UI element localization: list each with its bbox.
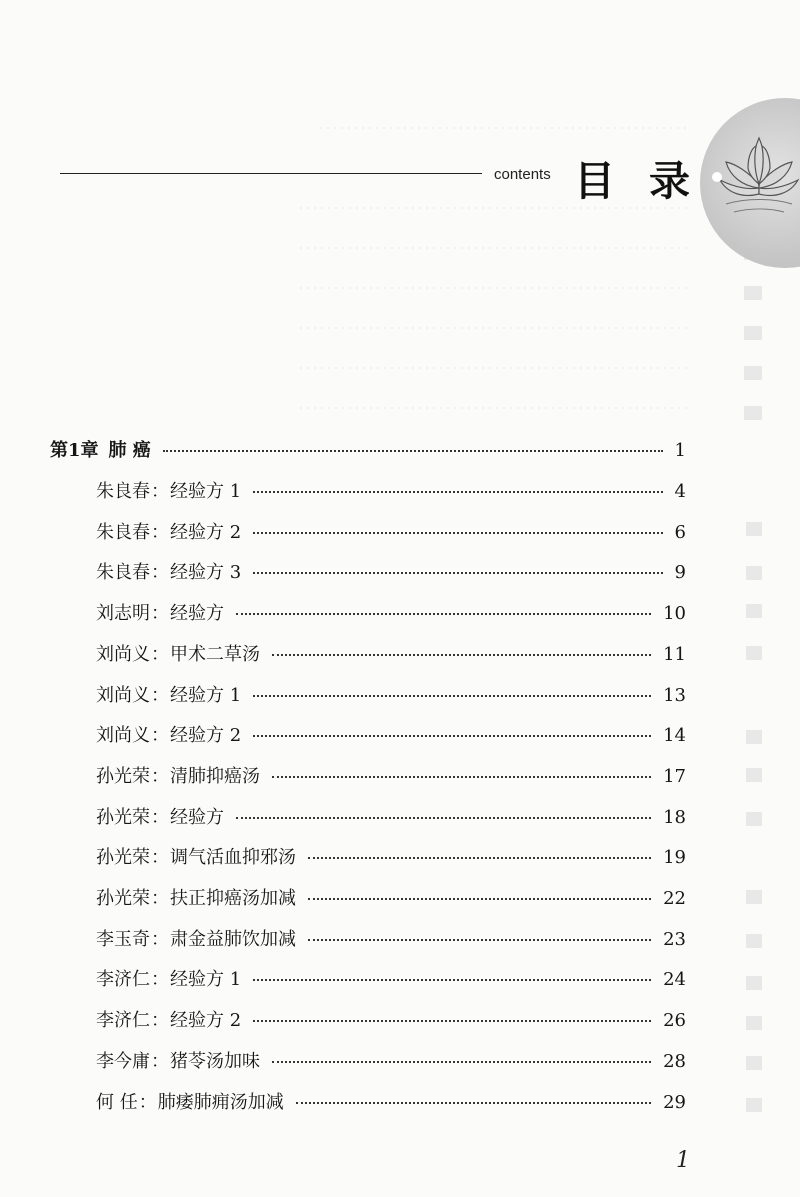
dot-leader	[236, 613, 651, 615]
header-rule	[60, 173, 482, 174]
dot-leader	[308, 898, 651, 900]
entry-label	[96, 520, 241, 546]
toc-heading: 目录	[574, 157, 724, 205]
entry-separator: ：	[151, 644, 169, 665]
toc-entry-row[interactable]	[0, 601, 800, 631]
entry-label	[96, 1049, 260, 1075]
chapter-number: 第1章	[50, 440, 99, 461]
entry-title: 经验方 1	[170, 685, 242, 706]
entry-author: 刘尚义	[96, 644, 150, 665]
dot-leader	[308, 939, 651, 941]
entry-label	[96, 805, 224, 831]
toc-entry-row[interactable]	[0, 927, 800, 957]
entry-separator: ：	[138, 1092, 157, 1113]
entry-title: 经验方 1	[170, 481, 242, 502]
entry-title: 清肺抑癌汤	[170, 766, 260, 787]
page-number: 10	[663, 603, 686, 624]
dot-leader	[253, 1020, 651, 1022]
page-number: 29	[663, 1092, 686, 1113]
page-number: 22	[663, 888, 686, 909]
chapter-heading	[50, 438, 151, 464]
toc-entry-row[interactable]	[0, 723, 800, 753]
page-number: 11	[663, 644, 686, 665]
entry-separator: ：	[151, 522, 169, 543]
entry-label	[96, 1008, 241, 1034]
page-number: 26	[663, 1010, 686, 1031]
dot-leader	[296, 1102, 651, 1104]
entry-separator: ：	[151, 725, 169, 746]
entry-label	[96, 683, 241, 709]
page-number: 1	[674, 440, 686, 461]
dot-leader	[272, 776, 651, 778]
entry-title: 经验方 2	[170, 522, 242, 543]
dot-leader	[253, 532, 663, 534]
page-number: 6	[674, 522, 686, 543]
page-number: 13	[663, 685, 686, 706]
entry-separator: ：	[151, 481, 169, 502]
entry-title: 甲术二草汤	[170, 644, 260, 665]
entry-title: 肺痿肺痈汤加减	[157, 1092, 284, 1113]
toc-entry-row[interactable]	[0, 683, 800, 713]
lotus-flower-icon	[718, 128, 800, 218]
entry-title: 经验方	[170, 807, 224, 828]
entry-title: 经验方 3	[170, 562, 242, 583]
dot-leader	[253, 491, 663, 493]
entry-label	[96, 927, 296, 953]
page-number: 4	[674, 481, 686, 502]
entry-author: 孙光荣	[96, 847, 150, 868]
page-number: 18	[663, 807, 686, 828]
dot-leader	[272, 1061, 651, 1063]
entry-label	[96, 1090, 284, 1116]
entry-author: 孙光荣	[96, 807, 150, 828]
entry-label	[96, 479, 241, 505]
page-number: 14	[663, 725, 686, 746]
entry-author: 李今庸	[96, 1051, 150, 1072]
page-number: 17	[663, 766, 686, 787]
entry-author: 孙光荣	[96, 766, 150, 787]
dot-leader	[163, 450, 663, 452]
entry-separator: ：	[151, 562, 169, 583]
entry-author: 何 任	[96, 1092, 138, 1113]
entry-title: 猪苓汤加味	[170, 1051, 260, 1072]
entry-separator: ：	[151, 888, 169, 909]
entry-author: 刘尚义	[96, 725, 150, 746]
folio: 1	[676, 1148, 690, 1173]
entry-separator: ：	[151, 969, 169, 990]
entry-title: 扶正抑癌汤加减	[170, 888, 296, 909]
toc-entry-row[interactable]	[0, 1008, 800, 1038]
toc-entry-row[interactable]	[0, 886, 800, 916]
entry-author: 李玉奇	[96, 929, 150, 950]
entry-separator: ：	[151, 1010, 169, 1031]
entry-label	[96, 642, 260, 668]
dot-leader	[253, 695, 651, 697]
entry-separator: ：	[151, 603, 169, 624]
entry-author: 孙光荣	[96, 888, 150, 909]
toc-entry-row[interactable]	[0, 479, 800, 509]
toc-entry-row[interactable]	[0, 764, 800, 794]
entry-label	[96, 764, 260, 790]
page-number: 23	[663, 929, 686, 950]
toc-entry-row[interactable]	[0, 1090, 800, 1120]
entry-label	[96, 886, 296, 912]
entry-label	[96, 560, 241, 586]
entry-label	[96, 723, 241, 749]
entry-author: 李济仁	[96, 1010, 150, 1031]
entry-author: 朱良春	[96, 481, 150, 502]
dot-leader	[236, 817, 651, 819]
toc-entry-row[interactable]	[0, 520, 800, 550]
entry-title: 经验方 1	[170, 969, 242, 990]
entry-title: 经验方	[170, 603, 224, 624]
page-number: 24	[663, 969, 686, 990]
dot-leader	[272, 654, 651, 656]
entry-label	[96, 967, 241, 993]
toc-entry-row[interactable]	[0, 845, 800, 875]
entry-title: 肃金益肺饮加减	[170, 929, 296, 950]
entry-title: 调气活血抑邪汤	[170, 847, 296, 868]
entry-title: 经验方 2	[170, 725, 242, 746]
toc-entry-row[interactable]	[0, 1049, 800, 1079]
entry-label	[96, 845, 296, 871]
entry-separator: ：	[151, 766, 169, 787]
toc-entry-row[interactable]	[0, 805, 800, 835]
entry-separator: ：	[151, 807, 169, 828]
entry-author: 刘志明	[96, 603, 150, 624]
entry-separator: ：	[151, 847, 169, 868]
contents-label: contents	[494, 166, 551, 183]
dot-leader	[253, 572, 663, 574]
entry-title: 经验方 2	[170, 1010, 242, 1031]
page-number: 9	[674, 562, 686, 583]
page-number: 19	[663, 847, 686, 868]
entry-separator: ：	[151, 1051, 169, 1072]
entry-author: 朱良春	[96, 562, 150, 583]
chapter-title: 肺 癌	[108, 440, 151, 461]
page-number: 28	[663, 1051, 686, 1072]
entry-separator: ：	[151, 929, 169, 950]
toc-entry-row[interactable]	[0, 967, 800, 997]
toc-entry-row[interactable]	[0, 642, 800, 672]
entry-author: 刘尚义	[96, 685, 150, 706]
entry-author: 李济仁	[96, 969, 150, 990]
dot-leader	[308, 857, 651, 859]
dot-leader	[253, 979, 651, 981]
entry-separator: ：	[151, 685, 169, 706]
toc-entry-row[interactable]	[0, 560, 800, 590]
entry-author: 朱良春	[96, 522, 150, 543]
entry-label	[96, 601, 224, 627]
dot-leader	[253, 735, 651, 737]
toc-chapter-row[interactable]	[0, 438, 800, 468]
